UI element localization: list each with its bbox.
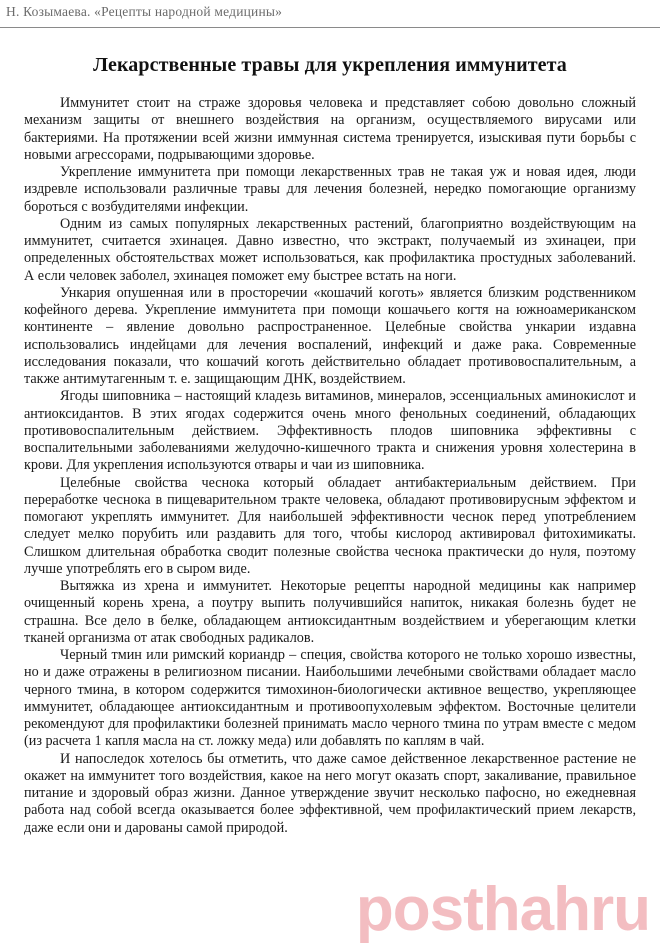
- paragraph-garlic: Целебные свойства чеснока который обладает антибактериальным действием. При переработке чеснока в пищеварительном тракте человека, обладают противовирусным эффектом и помогают укреплять иммунитет. Для наибольшей эффективности чеснок перед употреблением следует мелко порубить или раздавить для того, чтобы кислород активировал фитохимикаты. Слишком длительная обработка сводит полезные свойства чеснока практически до нуля, поэтому лучше употреблять его в сыром виде.: [24, 474, 636, 577]
- paragraph-cats-claw: Ункария опушенная или в просторечии «кошачий коготь» является близким родственником кофейного дерева. Укрепление иммунитета при помощи кошачьего когтя на южноамериканском континенте – явление довольно распространенное. Целебные свойства ункарии издавна использовались индейцами для лечения воспалений, инфекций и даже рака. Современные исследования показали, что кошачий коготь действительно обладает противовоспалительным, а также антимутагенным т. е. защищающим ДНК, воздействием.: [24, 284, 636, 387]
- running-title: Н. Козымаева. «Рецепты народной медицины»: [6, 4, 283, 19]
- watermark-logo: posthahru: [355, 875, 650, 944]
- paragraph-conclusion: И напоследок хотелось бы отметить, что даже самое действенное лекарственное растение не окажет на иммунитет того воздействия, какое на него могут оказать спорт, закаливание, правильное питание и здоровый образ жизни. Данное утверждение звучит несколько пафосно, но ежедневная работа над собой всегда оказывается более эффективной, чем профилактический прием лекарств, даже если они и дарованы самой природой.: [24, 750, 636, 836]
- paragraph-echinacea: Одним из самых популярных лекарственных растений, благоприятно воздействующим на иммунитет, считается эхинацея. Давно известно, что экстракт, получаемый из эхинацеи, при определенных обстоятельствах может использоваться, как профилактика простудных заболеваний. А если человек заболел, эхинацея поможет ему быстрее встать на ноги.: [24, 215, 636, 284]
- paragraph-horseradish: Вытяжка из хрена и иммунитет. Некоторые рецепты народной медицины как например очищенный корень хрена, а поутру выпить получившийся напиток, никакая болезнь будет не страшна. Все дело в белке, обладающем антиоксидантным воздействием и уберегающим клетки тканей организма от атак свободных радикалов.: [24, 578, 636, 646]
- paragraph-rosehip: Ягоды шиповника – настоящий кладезь витаминов, минералов, эссенциальных аминокислот и антиоксидантов. В этих ягодах содержится очень много фенольных соединений, обладающих противовоспалительным действием. Эффективность плодов шиповника эффективны с воспалительными заболеваниями желудочно-кишечного тракта и снижения уровня холестерина в крови. Для укрепления используются отвары и чаи из шиповника.: [24, 388, 636, 474]
- paragraph-black-cumin: Черный тмин или римский кориандр – специя, свойства которого не только хорошо известны, но и даже отражены в религиозном писании. Наибольшими лечебными свойствами обладает масло черного тмина, в котором содержится тимохинон-биологически активное вещество, укрепляющее иммунитет, обладающее антиоксидантным и противоопухолевым эффектом. Восточные целители рекомендуют для профилактики болезней принимать масло черного тмина по утрам вместе с медом (из расчета 1 капля масла на ст. ложку меда) или добавлять по каплям в чай.: [24, 647, 636, 750]
- paragraph-herbs-history: Укрепление иммунитета при помощи лекарственных трав не такая уж и новая идея, люди издревле использовали различные травы для лечения болезней, нередко помогающие организму бороться с возбудителями инфекции.: [24, 164, 636, 215]
- page-title: Лекарственные травы для укрепления иммунитета: [93, 54, 567, 76]
- paragraph-immunity-intro: Иммунитет стоит на страже здоровья человека и представляет собою довольно сложный механизм защиты от внешнего воздействия на организм, осуществляемого вирусами или бактериями. На протяжении всей жизни иммунная система тренируется, изыскивая пути борьбы с новыми агрессорами, подрывающими здоровье.: [24, 95, 636, 163]
- running-header: [0, 0, 660, 28]
- article-body: [24, 95, 636, 837]
